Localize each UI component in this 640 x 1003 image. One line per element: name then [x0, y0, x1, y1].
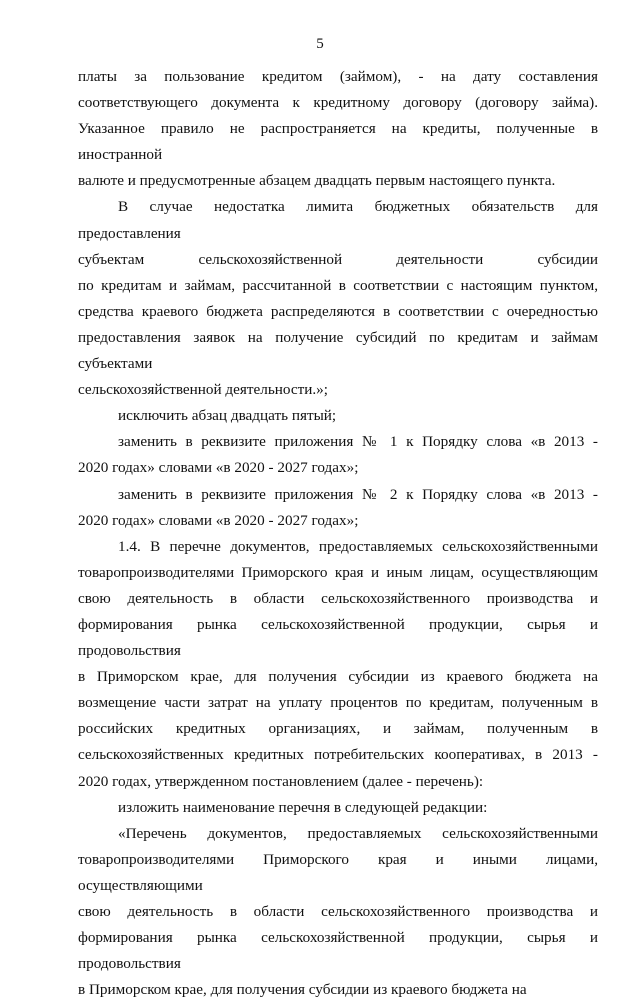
- text-line: в Приморском крае, для получения субсидии из краевого бюджета на: [78, 981, 527, 999]
- paragraph-p6: [78, 534, 598, 795]
- text-line: свою деятельность в области сельскохозяйственного производства и: [78, 589, 598, 607]
- text-line: свою деятельность в области сельскохозяйственного производства и: [78, 903, 598, 920]
- text-line: сельскохозяйственных кредитных потребительских кооперативах, в 2013 -: [78, 746, 598, 764]
- text-line: товаропроизводителями Приморского края и иными лицами, осуществляющими: [78, 850, 598, 894]
- text-line: Указанное правило не распространяется на кредиты, полученные в иностранной: [78, 120, 598, 164]
- text-line: сельскохозяйственной деятельности.»;: [78, 381, 328, 399]
- text-line: валюте и предусмотренные абзацем двадцать первым настоящего пункта.: [78, 172, 556, 190]
- text-line: средства краевого бюджета распределяются в соответствии с очередностью: [78, 302, 598, 320]
- paragraph-p7: [78, 795, 598, 821]
- text-line: «Перечень документов, предоставляемых сельскохозяйственными: [118, 824, 598, 842]
- paragraph-p4: [78, 429, 598, 481]
- text-line: по кредитам и займам, рассчитанной в соответствии с настоящим пунктом,: [78, 276, 598, 294]
- text-line: 2020 годах, утвержденном постановлением (далее - перечень):: [78, 772, 484, 790]
- text-line: в Приморском крае, для получения субсидии из краевого бюджета на: [78, 668, 598, 686]
- text-line: 2020 годах» словами «в 2020 - 2027 годах»;: [78, 459, 359, 477]
- text-line: 2020 годах» словами «в 2020 - 2027 годах»;: [78, 511, 359, 529]
- text-line: возмещение части затрат на уплату процентов по кредитам, полученным в: [78, 694, 598, 712]
- text-line: российских кредитных организациях, и займам, полученным в: [78, 720, 598, 738]
- text-line: изложить наименование перечня в следующей редакции:: [118, 798, 488, 816]
- paragraph-p8: [78, 821, 598, 1003]
- text-line: соответствующего документа к кредитному договору (договору займа).: [78, 94, 598, 112]
- page-number: 5: [316, 36, 324, 52]
- paragraph-p2: [78, 194, 598, 403]
- text-line: формирования рынка сельскохозяйственной продукции, сырья и продовольствия: [78, 929, 598, 973]
- text-line: исключить абзац двадцать пятый;: [118, 407, 337, 425]
- text-line: предоставления заявок на получение субсидий по кредитам и займам субъектами: [78, 328, 598, 373]
- paragraph-p1: [78, 64, 598, 194]
- document-body: [78, 64, 598, 1003]
- text-line: заменить в реквизите приложения № 1 к Порядку слова «в 2013 -: [118, 433, 598, 451]
- text-line: 1.4. В перечне документов, предоставляемых сельскохозяйственными: [118, 537, 598, 555]
- text-line: В случае недостатка лимита бюджетных обязательств для предоставления: [78, 198, 598, 242]
- text-line: заменить в реквизите приложения № 2 к Порядку слова «в 2013 -: [118, 485, 598, 503]
- text-line: формирования рынка сельскохозяйственной продукции, сырья и продовольствия: [78, 615, 598, 660]
- text-line: платы за пользование кредитом (займом), - на дату составления: [78, 68, 598, 85]
- paragraph-p5: [78, 482, 598, 534]
- paragraph-p3: [78, 403, 598, 429]
- text-line: субъектам сельскохозяйственной деятельности субсидии: [78, 250, 598, 268]
- text-line: товаропроизводителями Приморского края и иным лицам, осуществляющим: [78, 563, 598, 581]
